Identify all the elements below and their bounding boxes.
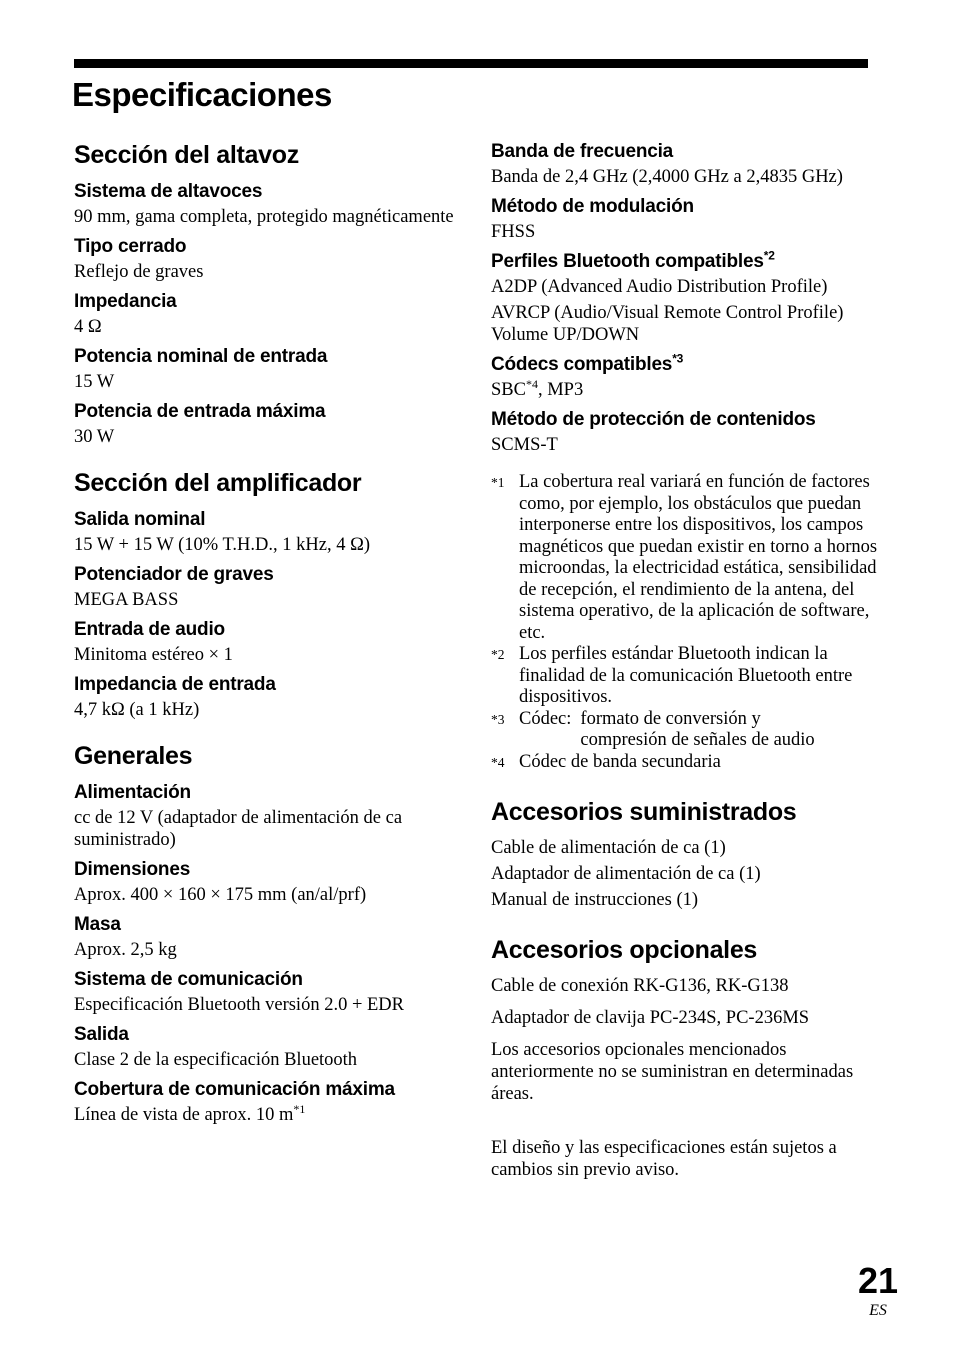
spec-value: AVRCP (Audio/Visual Remote Control Profile)	[491, 303, 844, 323]
spec-value: A2DP (Advanced Audio Distribution Profile)	[491, 277, 828, 297]
spec-value: 4 Ω	[74, 317, 102, 337]
left-column	[74, 140, 460, 1181]
spec-item	[74, 968, 460, 1016]
spec-value: Volume UP/DOWN	[491, 325, 640, 345]
spec-item	[74, 235, 460, 283]
footnotes	[491, 472, 889, 773]
spec-label: Sistema de altavoces	[74, 181, 263, 202]
spec-value-text: , MP3	[537, 380, 584, 400]
footnote-text: Los perfiles estándar Bluetooth indican la finalidad de la comunicación Bluetooth entre dispositivos.	[519, 644, 853, 707]
footnote-marker: *3	[491, 711, 505, 727]
spec-label: Método de modulación	[491, 196, 694, 217]
spec-label: Impedancia de entrada	[74, 674, 276, 695]
spec-label: Salida nominal	[74, 509, 206, 530]
spec-label-text: Códecs compatibles	[491, 354, 673, 375]
footnote-ref: *1	[293, 1101, 306, 1116]
spec-item	[74, 781, 460, 851]
footnote	[491, 472, 889, 644]
spec-item	[74, 508, 460, 556]
spec-value: 15 W	[74, 372, 115, 392]
spec-label	[491, 250, 889, 274]
spec-label: Entrada de audio	[74, 619, 225, 640]
section-heading: Sección del altavoz	[74, 141, 299, 169]
accessory-item: Manual de instrucciones (1)	[491, 890, 699, 910]
footnote-ref: *3	[672, 351, 684, 366]
amplifier-section	[74, 468, 460, 721]
spec-label: Alimentación	[74, 782, 191, 803]
spec-item	[74, 1078, 460, 1126]
disclaimer-text: El diseño y las especificaciones están sujetos a cambios sin previo aviso.	[491, 1138, 837, 1180]
spec-item	[74, 673, 460, 721]
spec-label: Salida	[74, 1024, 129, 1045]
page-language: ES	[869, 1302, 887, 1319]
spec-item	[74, 345, 460, 393]
spec-label: Dimensiones	[74, 859, 191, 880]
footnote-prefix: Códec:	[519, 708, 572, 729]
accessory-item: Adaptador de alimentación de ca (1)	[491, 864, 761, 884]
content-columns	[74, 140, 889, 1181]
spec-item	[491, 195, 889, 243]
spec-value: Clase 2 de la especificación Bluetooth	[74, 1050, 358, 1070]
section-heading: Accesorios opcionales	[491, 936, 758, 964]
spec-label: Masa	[74, 914, 121, 935]
spec-label: Cobertura de comunicación máxima	[74, 1079, 395, 1100]
spec-item	[74, 1023, 460, 1071]
spec-value: Aprox. 400 × 160 × 175 mm (an/al/prf)	[74, 885, 367, 905]
footnote-text: Códec de banda secundaria	[519, 751, 721, 772]
accessory-item: Adaptador de clavija PC-234S, PC-236MS	[491, 1008, 810, 1028]
spec-label: Método de protección de contenidos	[491, 409, 816, 430]
accessory-item: Los accesorios opcionales mencionados anteriormente no se suministran en determinadas áreas.	[491, 1040, 854, 1104]
spec-item	[74, 913, 460, 961]
general-section	[74, 741, 460, 1126]
spec-item	[491, 140, 889, 188]
spec-value: cc de 12 V (adaptador de alimentación de ca suministrado)	[74, 808, 403, 850]
accessory-item: Cable de alimentación de ca (1)	[491, 838, 726, 858]
spec-item	[74, 563, 460, 611]
spec-value: MEGA BASS	[74, 590, 179, 610]
spec-value: Minitoma estéreo × 1	[74, 645, 233, 665]
footnote	[491, 709, 889, 752]
page-number: 21	[857, 1260, 898, 1301]
spec-label: Banda de frecuencia	[491, 141, 674, 162]
footnote-marker: *2	[491, 647, 505, 662]
footnote	[491, 752, 889, 774]
spec-item	[491, 250, 889, 346]
spec-label: Potencia de entrada máxima	[74, 401, 326, 422]
footnote-ref: *4	[525, 376, 538, 391]
spec-label: Tipo cerrado	[74, 236, 187, 257]
spec-item	[74, 180, 460, 228]
section-heading: Sección del amplificador	[74, 469, 362, 497]
spec-value: Especificación Bluetooth versión 2.0 + EDR	[74, 995, 405, 1015]
spec-value	[74, 1101, 460, 1126]
spec-label: Sistema de comunicación	[74, 969, 303, 990]
footnote	[491, 644, 889, 709]
spec-item	[74, 290, 460, 338]
footnote-marker: *1	[491, 475, 505, 490]
spec-value	[491, 376, 889, 401]
footnote-line: formato de conversión y	[580, 708, 761, 729]
optional-accessories-section	[491, 935, 889, 1105]
spec-value-text: SBC	[491, 380, 526, 400]
spec-value: 4,7 kΩ (a 1 kHz)	[74, 700, 200, 720]
spec-value: Aprox. 2,5 kg	[74, 940, 177, 960]
footnote-text	[519, 709, 889, 752]
section-heading: Accesorios suministrados	[491, 798, 797, 826]
spec-label-text: Perfiles Bluetooth compatibles	[491, 251, 764, 272]
spec-value-text: Línea de vista de aprox. 10 m	[74, 1105, 294, 1125]
accessory-item: Cable de conexión RK-G136, RK-G138	[491, 976, 789, 996]
spec-label: Impedancia	[74, 291, 177, 312]
spec-item	[74, 858, 460, 906]
spec-item	[491, 408, 889, 456]
bluetooth-specs	[491, 140, 889, 456]
supplied-accessories-section	[491, 797, 889, 911]
spec-value: Reflejo de graves	[74, 262, 204, 282]
spec-item	[491, 353, 889, 401]
footnote-text: La cobertura real variará en función de factores como, por ejemplo, los obstáculos que puedan interponerse entre los dispositivos, los campos magnéticos que puedan existir en torno a hornos microondas, la electricidad estática, sensibilidad de recepción, el rendimiento de la antena, del sistema operativo, de la aplicación de software, etc.	[519, 472, 878, 643]
spec-value: FHSS	[491, 222, 536, 242]
page-number-block	[858, 1262, 898, 1320]
spec-item	[74, 618, 460, 666]
spec-item	[74, 400, 460, 448]
page-title: Especificaciones	[72, 76, 332, 113]
spec-value: 15 W + 15 W (10% T.H.D., 1 kHz, 4 Ω)	[74, 535, 371, 555]
spec-value: SCMS-T	[491, 435, 558, 455]
spec-label: Potenciador de graves	[74, 564, 274, 585]
top-rule	[74, 59, 868, 68]
footnote-ref: *2	[763, 248, 775, 263]
section-heading: Generales	[74, 742, 193, 770]
spec-label	[491, 353, 889, 377]
spec-label: Potencia nominal de entrada	[74, 346, 328, 367]
footnote-marker: *4	[491, 754, 505, 770]
spec-value: Banda de 2,4 GHz (2,4000 GHz a 2,4835 GHz)	[491, 167, 843, 187]
speaker-section	[74, 140, 460, 448]
footnote-line: compresión de señales de audio	[580, 730, 815, 750]
spec-value: 90 mm, gama completa, protegido magnéticamente	[74, 207, 454, 227]
right-column	[491, 140, 889, 1181]
spec-value: 30 W	[74, 427, 115, 447]
